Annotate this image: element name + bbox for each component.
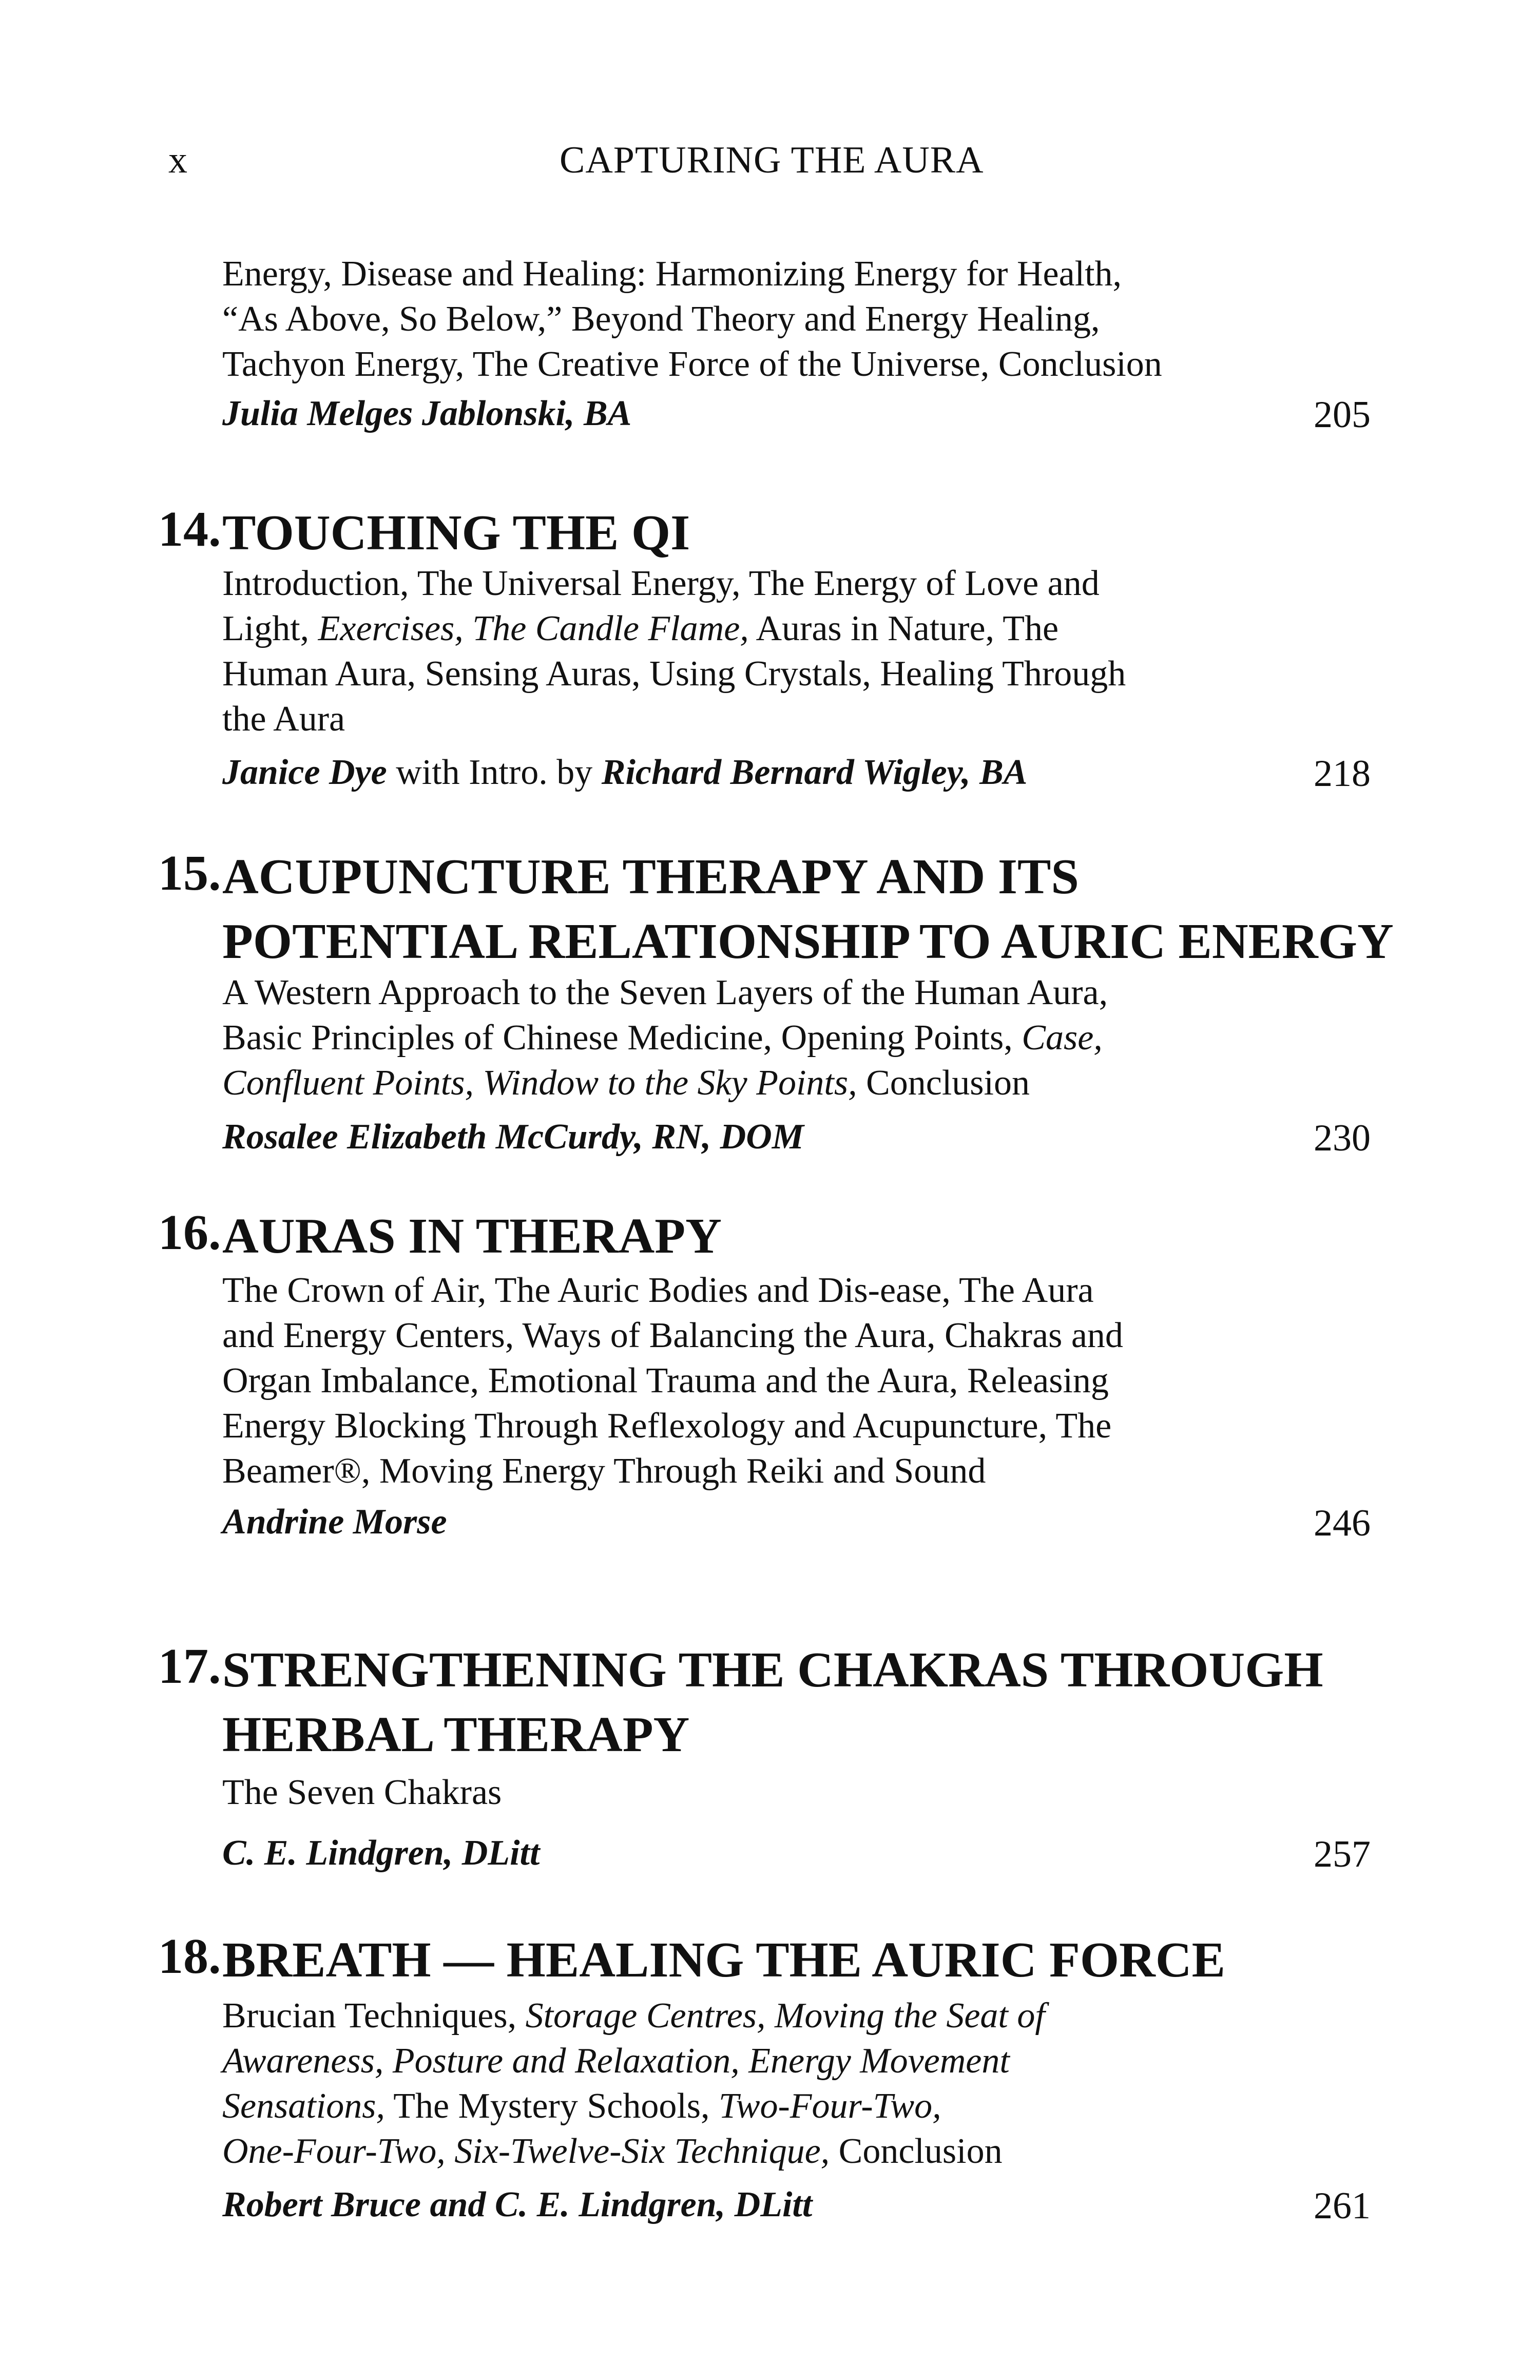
- chapter-title: AURAS IN THERAPY: [222, 1208, 722, 1264]
- desc-line: “As Above, So Below,” Beyond Theory and Energy Healing,: [222, 299, 1100, 339]
- desc-line: Human Aura, Sensing Auras, Using Crystals, Healing Through: [222, 654, 1126, 694]
- desc-line: Sensations, The Mystery Schools, Two-Four-Two,: [222, 2086, 941, 2126]
- desc-line: Confluent Points, Window to the Sky Points, Conclusion: [222, 1063, 1030, 1103]
- entry-page-number: 218: [1314, 753, 1371, 795]
- entry-description: [222, 1268, 1352, 1494]
- entry-page-number: 246: [1314, 1502, 1371, 1544]
- entry-page-number: 230: [1314, 1117, 1371, 1159]
- desc-line: Basic Principles of Chinese Medicine, Opening Points, Case,: [222, 1018, 1103, 1058]
- entry-author: Andrine Morse: [222, 1502, 447, 1542]
- desc-line: the Aura: [222, 699, 345, 739]
- desc-line: Tachyon Energy, The Creative Force of the Universe, Conclusion: [222, 344, 1162, 384]
- entry-page-number: 261: [1314, 2185, 1371, 2227]
- desc-line: One-Four-Two, Six-Twelve-Six Technique, Conclusion: [222, 2132, 1003, 2171]
- desc-line: The Crown of Air, The Auric Bodies and Dis-ease, The Aura: [222, 1271, 1094, 1310]
- desc-line: Energy, Disease and Healing: Harmonizing Energy for Health,: [222, 254, 1122, 294]
- entry-author: C. E. Lindgren, DLitt: [222, 1833, 540, 1873]
- page-number: x: [168, 139, 187, 181]
- desc-line: Beamer®, Moving Energy Through Reiki and Sound: [222, 1451, 986, 1491]
- desc-line: Energy Blocking Through Reflexology and Acupuncture, The: [222, 1406, 1112, 1446]
- running-title: CAPTURING THE AURA: [560, 139, 984, 181]
- chapter-number: 17.: [158, 1639, 221, 1694]
- desc-line: Awareness, Posture and Relaxation, Energy Movement: [222, 2041, 1010, 2081]
- entry-description: [222, 1770, 1352, 1815]
- desc-line: Brucian Techniques, Storage Centres, Moving the Seat of: [222, 1996, 1045, 2036]
- entry-description: [222, 970, 1352, 1106]
- entry-author: Rosalee Elizabeth McCurdy, RN, DOM: [222, 1117, 804, 1157]
- entry-description: [222, 561, 1352, 742]
- chapter-title: TOUCHING THE QI: [222, 505, 690, 561]
- chapter-title: BREATH — HEALING THE AURIC FORCE: [222, 1932, 1225, 1988]
- chapter-number: 18.: [158, 1929, 221, 1984]
- desc-line: A Western Approach to the Seven Layers of the Human Aura,: [222, 973, 1108, 1012]
- chapter-number: 14.: [158, 502, 221, 557]
- desc-line: Organ Imbalance, Emotional Trauma and the Aura, Releasing: [222, 1361, 1109, 1400]
- desc-line: Light, Exercises, The Candle Flame, Auras in Nature, The: [222, 609, 1059, 648]
- entry-page-number: 257: [1314, 1833, 1371, 1875]
- entry-page-number: 205: [1314, 394, 1371, 436]
- entry-author: Robert Bruce and C. E. Lindgren, DLitt: [222, 2185, 813, 2224]
- desc-line: The Seven Chakras: [222, 1773, 502, 1812]
- entry-author: Julia Melges Jablonski, BA: [222, 394, 632, 433]
- chapter-number: 15.: [158, 846, 221, 901]
- entry-description: [222, 1993, 1352, 2174]
- chapter-number: 16.: [158, 1205, 221, 1260]
- desc-line: and Energy Centers, Ways of Balancing the Aura, Chakras and: [222, 1316, 1123, 1355]
- entry-description: [222, 252, 1352, 387]
- chapter-title: STRENGTHENING THE CHAKRAS THROUGH HERBAL THERAPY: [222, 1642, 1323, 1762]
- entry-author: Janice Dye with Intro. by Richard Bernard Wigley, BA: [222, 753, 1028, 792]
- desc-line: Introduction, The Universal Energy, The Energy of Love and: [222, 564, 1100, 603]
- chapter-title: ACUPUNCTURE THERAPY AND ITS POTENTIAL RELATIONSHIP TO AURIC ENERGY: [222, 849, 1394, 969]
